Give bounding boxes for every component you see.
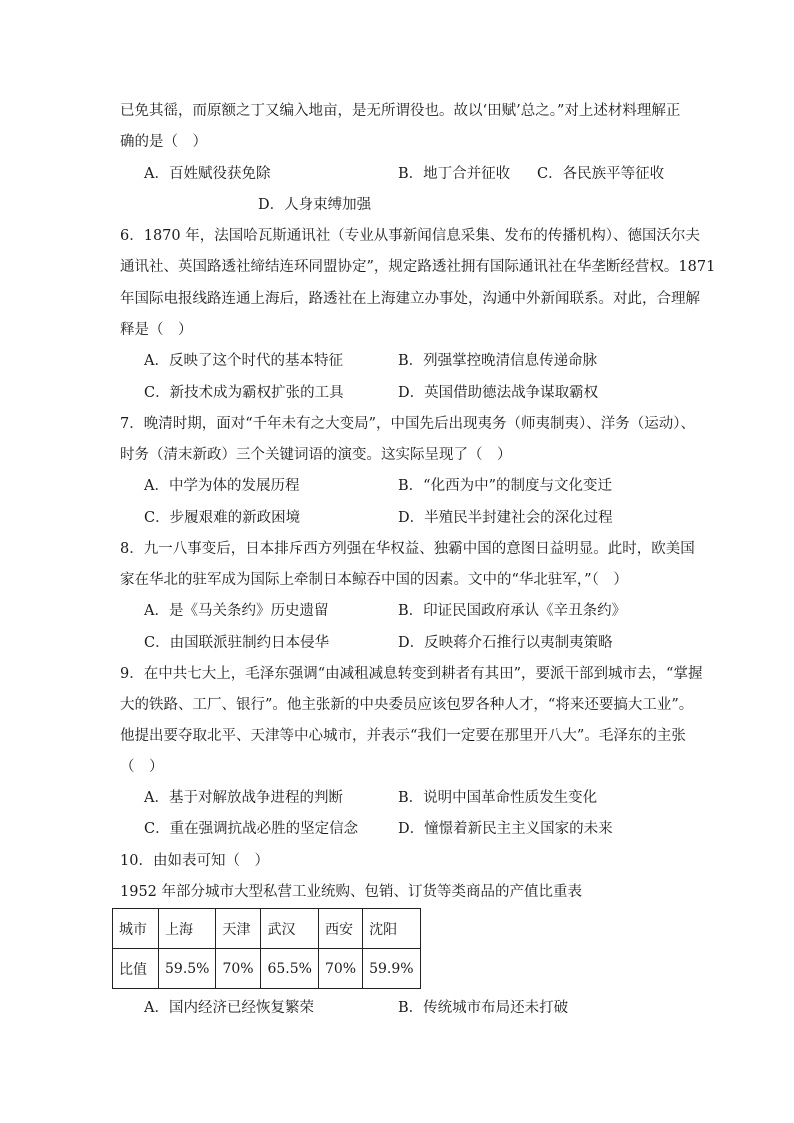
table-cell: 西安 [318, 909, 362, 949]
q5-text-line: 已免其徭，而原额之丁又编入地亩，是无所谓役也。故以‘田赋’总之。”对上述材料理解正 [120, 103, 681, 119]
q7-option-b[interactable]: B．“化西为中”的制度与文化变迁 [398, 478, 612, 494]
q8-option-d[interactable]: D．反映蒋介石推行以夷制夷策略 [398, 635, 613, 651]
q6-option-d[interactable]: D．英国借助德法战争谋取霸权 [398, 385, 599, 401]
q6-option-a[interactable]: A．反映了这个时代的基本特征 [144, 353, 343, 369]
q5-option-d[interactable]: D．人身束缚加强 [258, 197, 372, 213]
table-row [113, 909, 421, 949]
q7-option-c[interactable]: C．步履艰难的新政困境 [144, 510, 301, 526]
q9-text-line: 9．在中共七大上，毛泽东强调“由减租减息转变到耕者有其田”，要派干部到城市去，“掌握 [120, 666, 703, 682]
q6-option-c[interactable]: C．新技术成为霸权扩张的工具 [144, 385, 344, 401]
table-cell: 城市 [113, 909, 159, 949]
q9-option-d[interactable]: D．憧憬着新民主主义国家的未来 [398, 821, 613, 837]
q5-option-a[interactable]: A．百姓赋役获免除 [144, 166, 271, 182]
q7-text-line: 时务（清末新政）三个关键词语的演变。这实际呈现了（ ） [120, 447, 512, 463]
table-cell: 沈阳 [363, 909, 420, 949]
table-cell: 比值 [113, 949, 159, 989]
q5-option-c[interactable]: C．各民族平等征收 [537, 166, 665, 182]
q9-option-a[interactable]: A．基于对解放战争进程的判断 [144, 790, 343, 806]
table-cell: 武汉 [261, 909, 318, 949]
q8-option-c[interactable]: C．由国联派驻制约日本侵华 [144, 635, 330, 651]
q9-text-line: 大的铁路、工厂、银行”。他主张新的中央委员应该包罗各种人才，“将来还要搞大工业”。 [120, 697, 694, 713]
q9-text-line: 他提出要夺取北平、天津等中心城市，并表示“我们一定要在那里开八大”。毛泽东的主张 [120, 728, 686, 744]
table-row [113, 949, 421, 989]
q10-option-a[interactable]: A．国内经济已经恢复繁荣 [144, 1000, 314, 1016]
q9-text-line: （ ） [120, 759, 164, 775]
q10-option-b[interactable]: B．传统城市布局还未打破 [398, 1000, 569, 1016]
q7-option-a[interactable]: A．中学为体的发展历程 [144, 478, 300, 494]
q6-text-line: 释是（ ） [120, 322, 193, 338]
q9-option-b[interactable]: B．说明中国革命性质发生变化 [398, 790, 598, 806]
table-cell: 70% [216, 949, 261, 989]
q6-option-b[interactable]: B．列强掌控晚清信息传递命脉 [398, 353, 598, 369]
q10-table-caption: 1952 年部分城市大型私营工业统购、包销、订货等类商品的产值比重表 [120, 884, 583, 900]
table-cell: 59.9% [363, 949, 420, 989]
q10-stem: 10．由如表可知（ ） [120, 853, 269, 869]
table-cell: 天津 [216, 909, 261, 949]
q5-text-line: 确的是（ ） [120, 134, 207, 150]
q9-option-c[interactable]: C．重在强调抗战必胜的坚定信念 [144, 821, 359, 837]
table-cell: 上海 [159, 909, 216, 949]
q8-text-line: 8．九一八事变后，日本排斥西方列强在华权益、独霸中国的意图日益明显。此时，欧美国 [120, 541, 695, 557]
q6-text-line: 年国际电报线路连通上海后，路透社在上海建立办事处，沟通中外新闻联系。对此，合理解 [120, 291, 700, 307]
table-cell: 70% [318, 949, 362, 989]
q7-text-line: 7．晚清时期，面对“千年未有之大变局”，中国先后出现夷务（师夷制夷）、洋务（运动）、 [120, 416, 696, 432]
q5-option-b[interactable]: B．地丁合并征收 [398, 166, 511, 182]
q6-text-line: 通讯社、英国路透社缔结连环同盟协定”，规定路透社拥有国际通讯社在华垄断经营权。1871 [120, 259, 716, 275]
table-cell: 59.5% [159, 949, 216, 989]
data-table [112, 908, 421, 989]
q6-text-line: 6．1870 年，法国哈瓦斯通讯社（专业从事新闻信息采集、发布的传播机构）、德国沃尔夫 [120, 228, 700, 244]
q7-option-d[interactable]: D．半殖民半封建社会的深化过程 [398, 510, 613, 526]
q8-option-b[interactable]: B．印证民国政府承认《辛丑条约》 [398, 603, 627, 619]
q8-text-line: 家在华北的驻军成为国际上牵制日本鲸吞中国的因素。文中的“华北驻军，”（ ） [120, 572, 628, 588]
table-cell: 65.5% [261, 949, 318, 989]
q8-option-a[interactable]: A．是《马关条约》历史遗留 [144, 603, 329, 619]
